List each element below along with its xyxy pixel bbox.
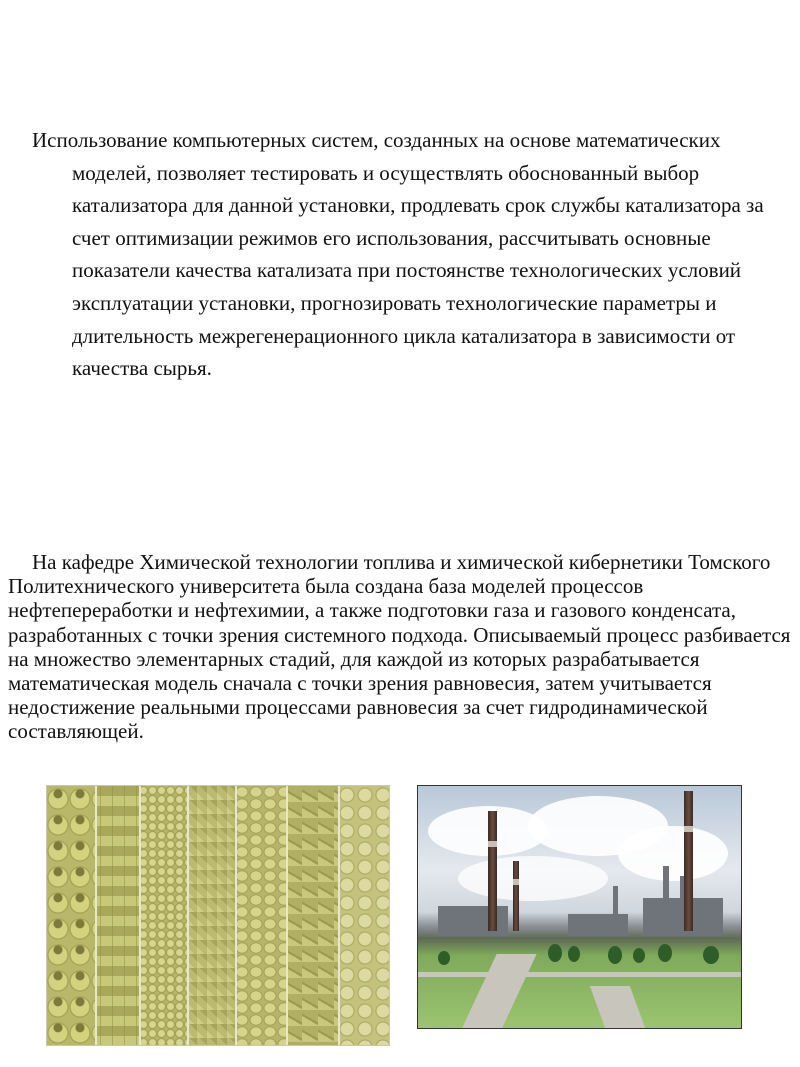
catalyst-strip-rings [47, 786, 95, 1045]
tree [568, 946, 580, 962]
paragraph-department: На кафедре Химической технологии топлива и химической кибернетики Томского Политехнического университета была создана база моделей процессов нефтепереработки и нефтехимии, а также подготовки газа и газового конденсата, разработанных с точки зрения системного подхода. Описываемый процесс разбивается на множество элементарных стадий, для каждой из которых разрабатывается математическая модель сначала с точки зрения равновесия, затем учитывается недостижение реальными процессами равновесия за счет гидродинамической составляющей. [8, 550, 791, 744]
strip-divider [235, 786, 237, 1045]
paragraph-computer-systems: Использование компьютерных систем, созданных на основе математических моделей, позволяет тестировать и осуществлять обоснованный выбор катализатора для данной установки, продлевать срок службы катализатора за счет оптимизации режимов его использования, рассчитывать основные показатели качества катализата при постоянстве технологических условий эксплуатации установки, прогнозировать технологические параметры и длительность межрегенерационного цикла катализатора в зависимости от качества сырья. [32, 128, 764, 381]
strip-divider [338, 786, 340, 1045]
refinery-photo [417, 785, 742, 1029]
chimney-right [684, 791, 693, 931]
strip-divider [286, 786, 288, 1045]
catalyst-strip-cylinders [95, 786, 139, 1045]
strip-divider [95, 786, 97, 1045]
tree [703, 946, 719, 964]
strip-divider [139, 786, 141, 1045]
road [418, 972, 741, 977]
chimney-left [488, 811, 497, 931]
plant-building [438, 906, 508, 936]
catalyst-strip-beads [139, 786, 187, 1045]
tree [608, 946, 622, 964]
catalyst-strip-pellets [235, 786, 286, 1045]
tree [633, 948, 645, 963]
catalyst-strip-large-rings [338, 786, 389, 1045]
road [590, 986, 646, 1029]
cloud [458, 856, 608, 901]
catalyst-strip-granules [187, 786, 235, 1045]
column [613, 886, 618, 936]
catalyst-strip-extrudates [286, 786, 337, 1045]
tree [548, 944, 562, 962]
tree [658, 944, 672, 962]
cloud [618, 826, 728, 881]
plant-building [568, 914, 628, 936]
chimney-small [513, 861, 519, 931]
road [459, 954, 536, 1029]
column [663, 866, 669, 936]
strip-divider [187, 786, 189, 1045]
tree [438, 951, 450, 965]
catalyst-samples-image [46, 785, 390, 1046]
